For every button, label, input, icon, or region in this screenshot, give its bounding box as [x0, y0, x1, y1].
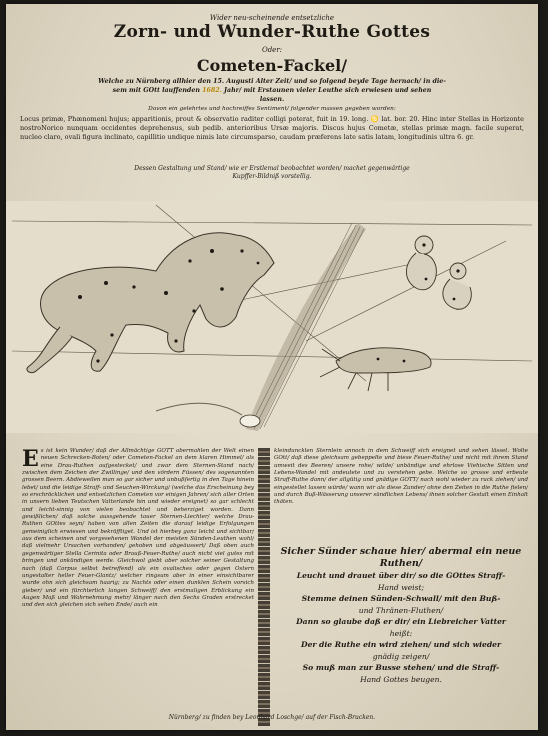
verse-line: Der die Ruthe ein wird ziehen/ und sich wieder	[301, 640, 501, 649]
header-line-6b: Jahr/ mit Erstaunen vieler Leuthe sich erwiesen und sehen	[224, 87, 432, 94]
verse-line: gnädig zeigen/	[372, 651, 430, 661]
right-text-column	[274, 448, 528, 536]
header-line-8: Davon ein gelehrtes und hochreiffes Sentiment/ folgender massen gegeben worden:	[148, 106, 396, 112]
drop-cap: E	[22, 448, 39, 472]
verse-line: Leucht und drauet über dir/ so die GOttes Straff-	[296, 571, 506, 580]
verse-line: heißt:	[389, 628, 413, 638]
verse-line: Stemme deinen Sünden-Schwall/ mit den Buß-	[301, 594, 501, 603]
page-subtitle: Cometen-Fackel/	[196, 56, 348, 75]
ornamental-border	[258, 448, 270, 726]
year-highlight: 1682.	[202, 87, 222, 94]
verse-title: Sicher Sünder schaue hier/ abermal ein neue Ruthen/	[280, 546, 522, 569]
left-text-column	[22, 448, 254, 710]
verse-lines	[274, 570, 528, 685]
right-column-text: kleinduncklen Sternlein annoch in dem Schweiff sich ereignet und sehen lässet. Wolte GOtt/ daß diese gleichsam gebeppelte und biese Feuer-Ruthe/ und nicht mit ihrem Stand umweit des Beeren/ unsere rohe/ wilde/ unbändige und ehrlose Viehische Sitten und Lebens-Wandel mit andeutete und zu verstehen gebe. Welche so grosse und erbeute Straff-Ruthe dann/ der allgütig und gnädige GOTT/ nach wohl wieder zu ruck ziehen/ und eingestellet lassen würde/ wann wir als diese Zunder/ ohne den Zeiten in die Ruthe fielen/ und durch Buß-Wässerung unserer sündlichen Lebens/ ihnen solcher Gestalt einen Einhalt thäten.	[274, 448, 528, 506]
verse-line: Hand Gottes beugen.	[360, 674, 442, 684]
figure-caption-1: Dessen Gestaltung und Stand/ wie er Erstlemal beobachtet worden/ machet gegenwärtige	[134, 165, 410, 172]
left-column-text: s ist kein Wunder/ daß der Allmächtige GOTT abermahlen der Welt einen neuen Schrecken-Boten/ oder Cometen-Fackel an dem klaren Himmel/ als eine Drau-Ruthen aufgestecket/ und zwar dem Sternen-Stand nach/ zwischen dem Zeichen der Zwillinge/ und den vördern Füssen/ des sogenannten grossen Beern. Abdieweilen man so gar sicher und unbußfertig in den Tage hinein lebet/ und die leidige Straff- und Seuchen-Wirckung/ (welche das Erscheinung bey so erschröcklichen und entsetzlichen Cometen vor einigen Jahren/ sich aller Orten in unsern lieben Teutschen Vatterlande hin und wieder ereignet) so gar schlecht und leicht-sinnig von vielen beobachtet und beherziget worden. Dann gewißlichen/ daß solche aussgehende tauer Sternen-Liechter/ welche Drau-Ruthen GOttes seyn/ haben von allen Zeiten die darauf leidige Erfolgungen gemeiniglich erwiesen und bekräfftiget. Und ist hierbey ganz leicht und sichtbar/ aus dem scheinen und vorgesehenen Wandel der meisten Sünden-Leuthen wohl/ daß vielmehr Ursachen vorhanden/ gehoben und abgeäussert/ Daß oben auch gegenwärtiger Stella Cerinita oder Brauß-Feuer-Ruthe/ auch nicht viel gutes mit bringen und ankündigen werde. Gleichwol giebt aber solcher seiner Gestaltung nach (daß Corpus selbst betreffend) als ein ovalisches oder gegen Ostern ungestalter heller Feuer-Glantz/ welcher ringsum aber in einer einsichtbarer wurde ohn sich gleichsam haarig; zu Nachts oder einen dunklen Schein vorsich gieber/ und ein fürchterlich langen Schweiff/ den erstmaligen Erblickung ein Augen Maß und Wahrnehmung mehr/ länger nach den Sechs Graden erstrecket und den sich gleichen sich sehen Ende/ auch ein	[22, 448, 254, 609]
star-map-svg	[6, 201, 538, 433]
verse-line: So muß man zur Busse stehen/ und die Straff-	[302, 663, 500, 672]
imprint: Nürnberg/ zu finden bey Leonhard Loschge/ auf der Fisch-Brucken.	[168, 714, 376, 721]
header-line-7: lassen.	[259, 96, 285, 103]
comet-nucleus	[240, 415, 260, 427]
page-title: Zorn- und Wunder-Ruthe Gottes	[113, 22, 431, 42]
figure-caption-2: Kupffer-Bildniß vorstellig.	[232, 173, 312, 180]
broadside-sheet	[6, 4, 538, 730]
header-line-1: Wider neu-scheinende entsetzliche	[209, 14, 335, 22]
header-line-6a: sem mit GOtt lauffenden	[112, 87, 200, 94]
verse-line: und Thränen-Fluthen/	[358, 605, 444, 615]
header-line-6	[36, 86, 508, 95]
latin-paragraph: Locus primæ, Phænomeni hujus; apparitionis, prout & observatio raditer colligi poterat, fuit in 19. long. ♋ lat. bor. 20. Hinc inter Stellas in Horizonte nostroNorico nunquam occidentes deprehensus, sub pedib. anterioribus Ursæ majoris. Discus hujus Cometæ, stellas primæ magn. facile superat, nucleo claro, ovali figura inclinato, capillitio undique nimis late circumsparso, caudam præferens late satis latam, longitudinis ultra 6. gr.	[20, 115, 524, 141]
verse-block	[274, 546, 528, 685]
verse-line: Dann so glaube daß er dir/ ein Liebreicher Vatter	[296, 617, 506, 626]
header-line-5: Welche zu Nürnberg allhier den 15. Augusti Alter Zeit/ und so folgend beyde Tage hernach/ in die-	[98, 78, 446, 85]
star-map-engraving	[6, 201, 538, 433]
verse-line: Hand weist;	[377, 582, 425, 592]
header-line-3: Oder:	[261, 46, 283, 54]
